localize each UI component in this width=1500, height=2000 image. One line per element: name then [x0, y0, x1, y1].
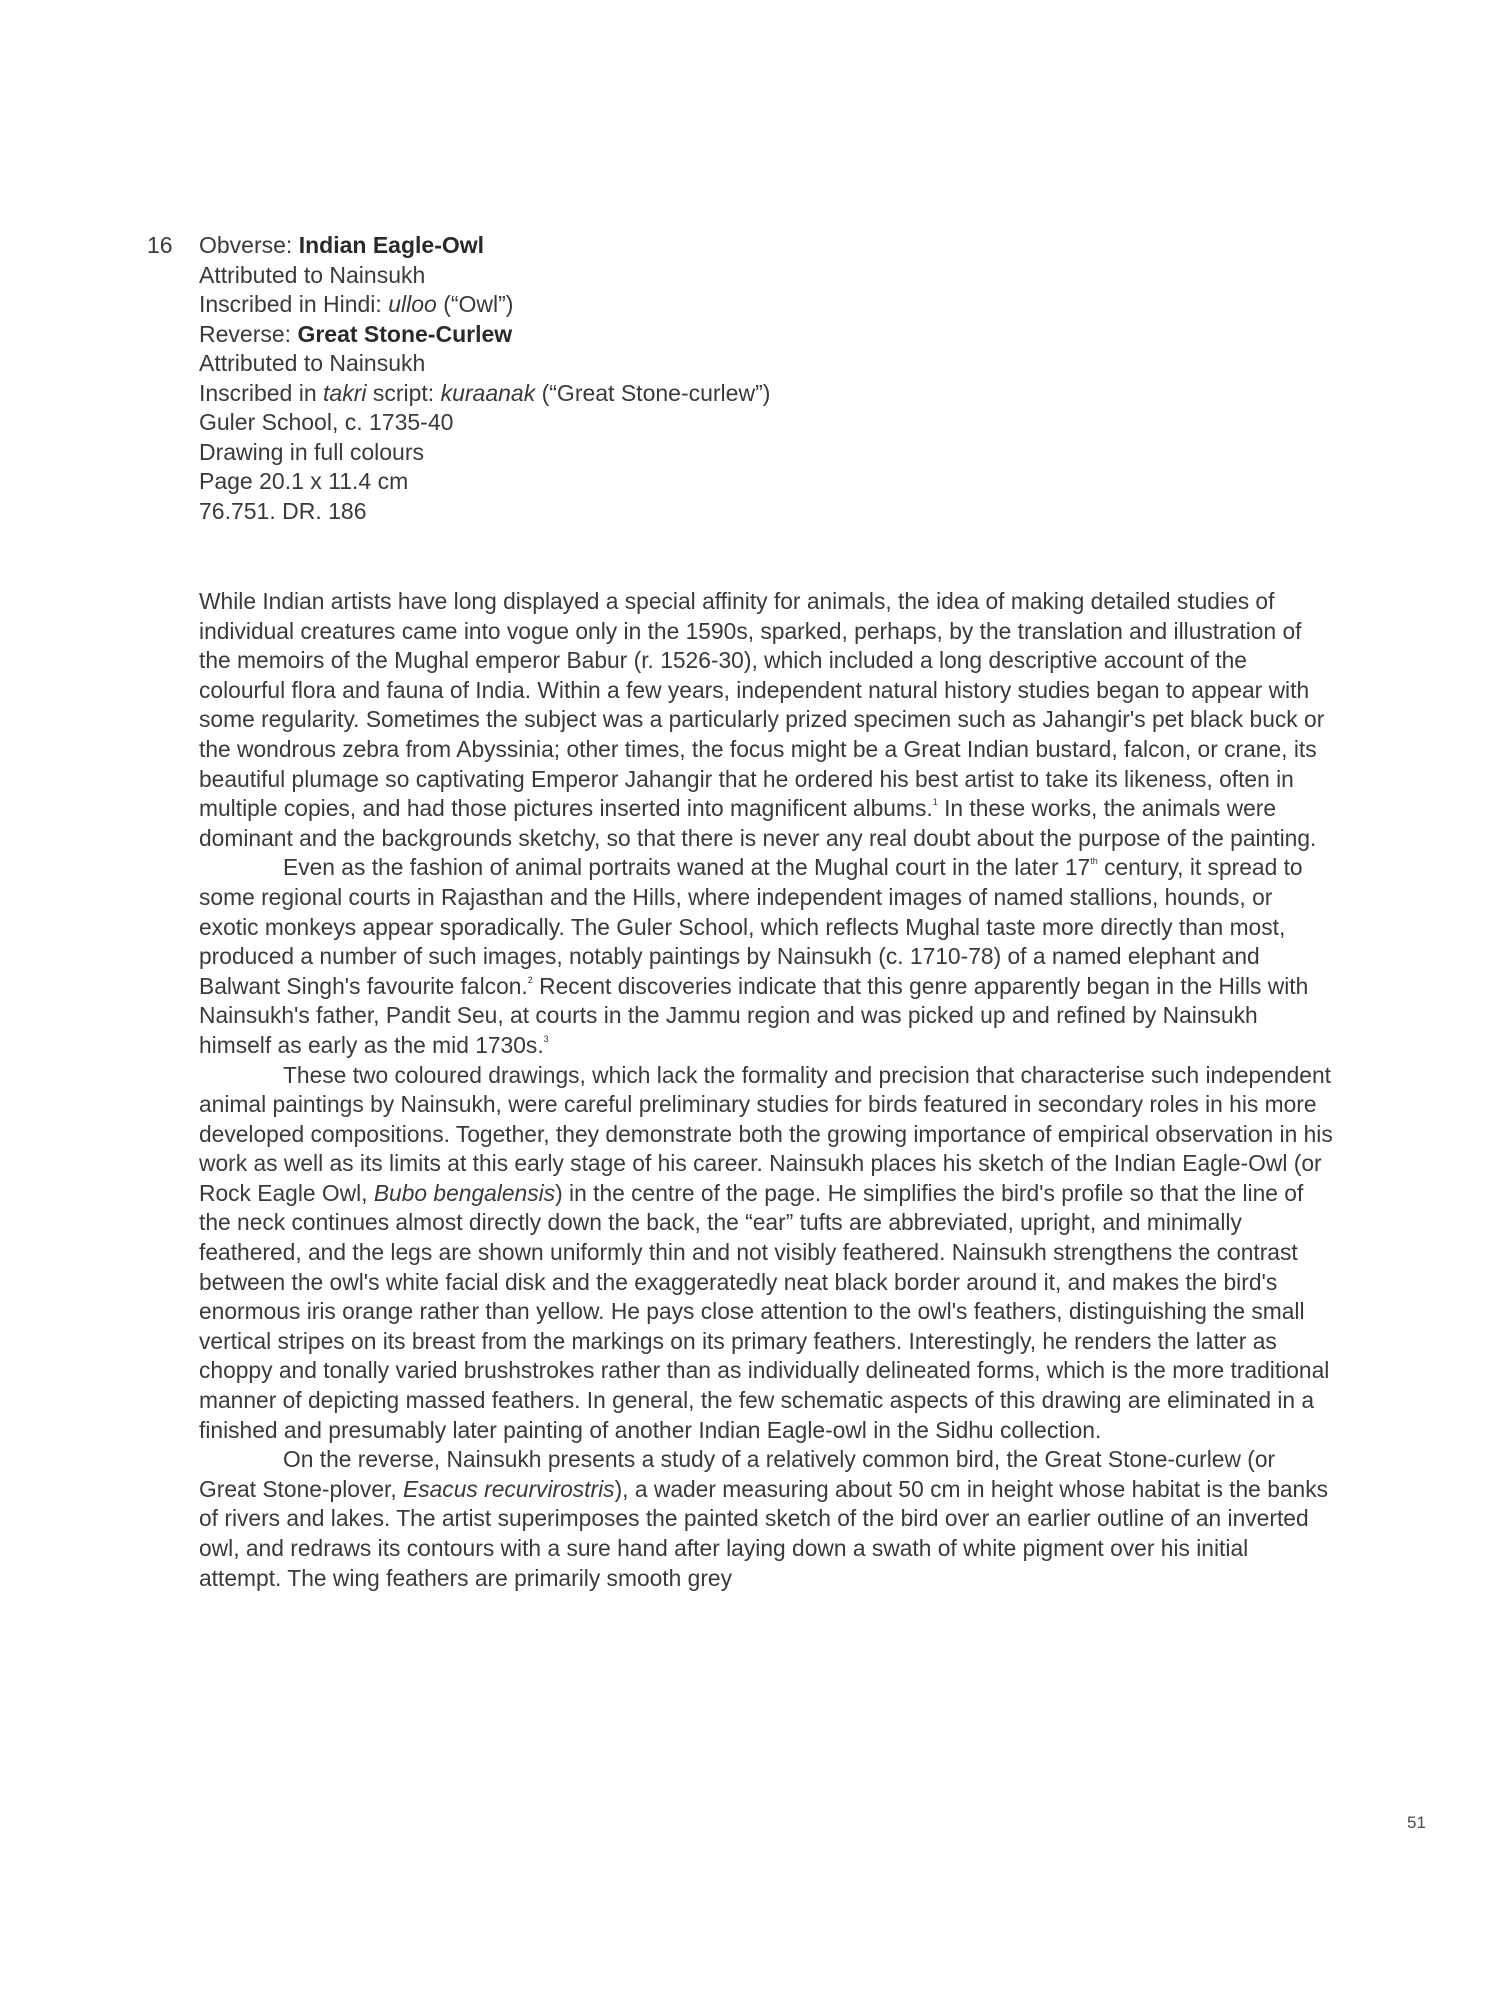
paragraph-1-text: While Indian artists have long displayed a special affinity for animals, the idea of making detailed studies of individual creatures came into vogue only in the 1590s, sparked, perhaps, by the translation and illustration of the memoirs of the Mughal emperor Babur (r. 1526-30), which included a long descriptive account of the colourful flora and fauna of India. Within a few years, independent natural history studies began to appear with some regularity. Sometimes the subject was a particularly prized specimen such as Jahangir's pet black buck or the wondrous zebra from Abyssinia; other times, the focus might be a Great Indian bustard, falcon, or crane, its beautiful plumage so captivating Emperor Jahangir that he ordered his best artist to take its likeness, often in multiple copies, and had those pictures inserted into magnificent albums. [199, 588, 1325, 822]
species-name-curlew: Esacus recurvirostris [403, 1475, 615, 1502]
obverse-title: Indian Eagle-Owl [298, 232, 485, 258]
paragraph-4 [199, 1445, 1334, 1593]
obverse-attribution: Attributed to Nainsukh [199, 261, 426, 288]
page-number: 51 [1407, 1813, 1426, 1832]
paragraph-3-text-cont: ) in the centre of the page. He simplifies the bird's profile so that the line of the neck continues almost directly down the back, the “ear” tufts are abbreviated, upright, and minimally feathered, and the legs are shown uniformly thin and not visibly feathered. Nainsukh strengthens the contrast between the owl's white facial disk and the exaggeratedly neat black border around it, and makes the bird's enormous iris orange rather than yellow. He pays close attention to the owl's feathers, distinguishing the small vertical stripes on its breast from the markings on its primary feathers. Interestingly, he renders the latter as choppy and tonally varied brushstrokes rather than as individually delineated forms, which is the more traditional manner of depicting massed feathers. In general, the few schematic aspects of this drawing are eliminated in a finished and presumably later painting of another Indian Eagle-owl in the Sidhu collection. [199, 1179, 1330, 1443]
reverse-inscription-translation: (“Great Stone-curlew”) [535, 379, 771, 406]
obverse-label: Obverse: [199, 232, 299, 258]
obverse-inscription-prefix: Inscribed in Hindi: [199, 291, 389, 317]
reverse-attribution: Attributed to Nainsukh [199, 350, 426, 376]
paragraph-2-text-cont: century, it spread to some regional courts in Rajasthan and the Hills, where independent images of named stallions, hounds, or exotic monkeys appear sporadically. The Guler School, which reflects Mughal taste more directly than most, produced a number of such images, notably paintings by Nainsukh (c. 1710-78) of a named elephant and Balwant Singh's favourite falcon. [199, 854, 1303, 999]
essay-text [199, 587, 1334, 1593]
reverse-inscription [199, 379, 770, 409]
reverse-inscription-middle: script: [366, 379, 441, 406]
ordinal-suffix: th [1090, 856, 1098, 867]
reverse-inscription-prefix: Inscribed in [199, 379, 324, 406]
paragraph-4-text-cont: ), a wader measuring about 50 cm in height whose habitat is the banks of rivers and lakes. The artist superimposes the painted sketch of the bird over an earlier outline of an inverted owl, and redraws its contours with a sure hand after laying down a swath of white pigment over his initial attempt. The wing feathers are primarily smooth grey [199, 1475, 1329, 1591]
paragraph-3 [199, 1061, 1334, 1446]
footnote-ref-2: 2 [527, 974, 533, 985]
medium: Drawing in full colours [199, 438, 424, 465]
reverse-line [199, 320, 770, 350]
obverse-inscription-word: ulloo [388, 291, 437, 317]
species-name-owl: Bubo bengalensis [373, 1179, 556, 1206]
reverse-title: Great Stone-Curlew [297, 320, 513, 347]
obverse-inscription [199, 290, 770, 320]
paragraph-2 [199, 853, 1334, 1060]
paragraph-2-text: Even as the fashion of animal portraits waned at the Mughal court in the later 17 [283, 854, 1091, 881]
accession-number: 76.751. DR. 186 [199, 497, 367, 524]
paragraph-1 [199, 587, 1334, 853]
entry-number: 16 [147, 232, 173, 258]
paragraph-3-text: These two coloured drawings, which lack the formality and precision that characterise such independent animal paintings by Nainsukh, were careful preliminary studies for birds featured in secondary roles in his more developed compositions. Together, they demonstrate both the growing importance of empirical observation in his work as well as its limits at this early stage of his career. Nainsukh places his sketch of the Indian Eagle-Owl (or Rock Eagle Owl, [199, 1061, 1333, 1206]
paragraph-4-text: On the reverse, Nainsukh presents a study of a relatively common bird, the Great Stone-curlew (or Great Stone-plover, [199, 1446, 1276, 1502]
reverse-inscription-script: takri [323, 379, 367, 406]
obverse-line [199, 231, 770, 261]
dimensions: Page 20.1 x 11.4 cm [199, 468, 409, 494]
paragraph-1-text-cont: In these works, the animals were dominant and the backgrounds sketchy, so that there is never any real doubt about the purpose of the painting. [199, 795, 1317, 851]
reverse-inscription-word: kuraanak [440, 379, 536, 406]
footnote-ref-1: 1 [932, 797, 938, 808]
obverse-inscription-translation: (“Owl”) [436, 291, 514, 317]
paragraph-2-text-end: Recent discoveries indicate that this genre apparently began in the Hills with Nainsukh's father, Pandit Seu, at courts in the Jammu region and was picked up and refined by Nainsukh himself as early as the mid 1730s. [199, 972, 1309, 1058]
school-date: Guler School, c. 1735-40 [199, 409, 454, 435]
reverse-label: Reverse: [199, 320, 298, 347]
footnote-ref-3: 3 [543, 1033, 549, 1044]
entry-details [199, 231, 770, 526]
